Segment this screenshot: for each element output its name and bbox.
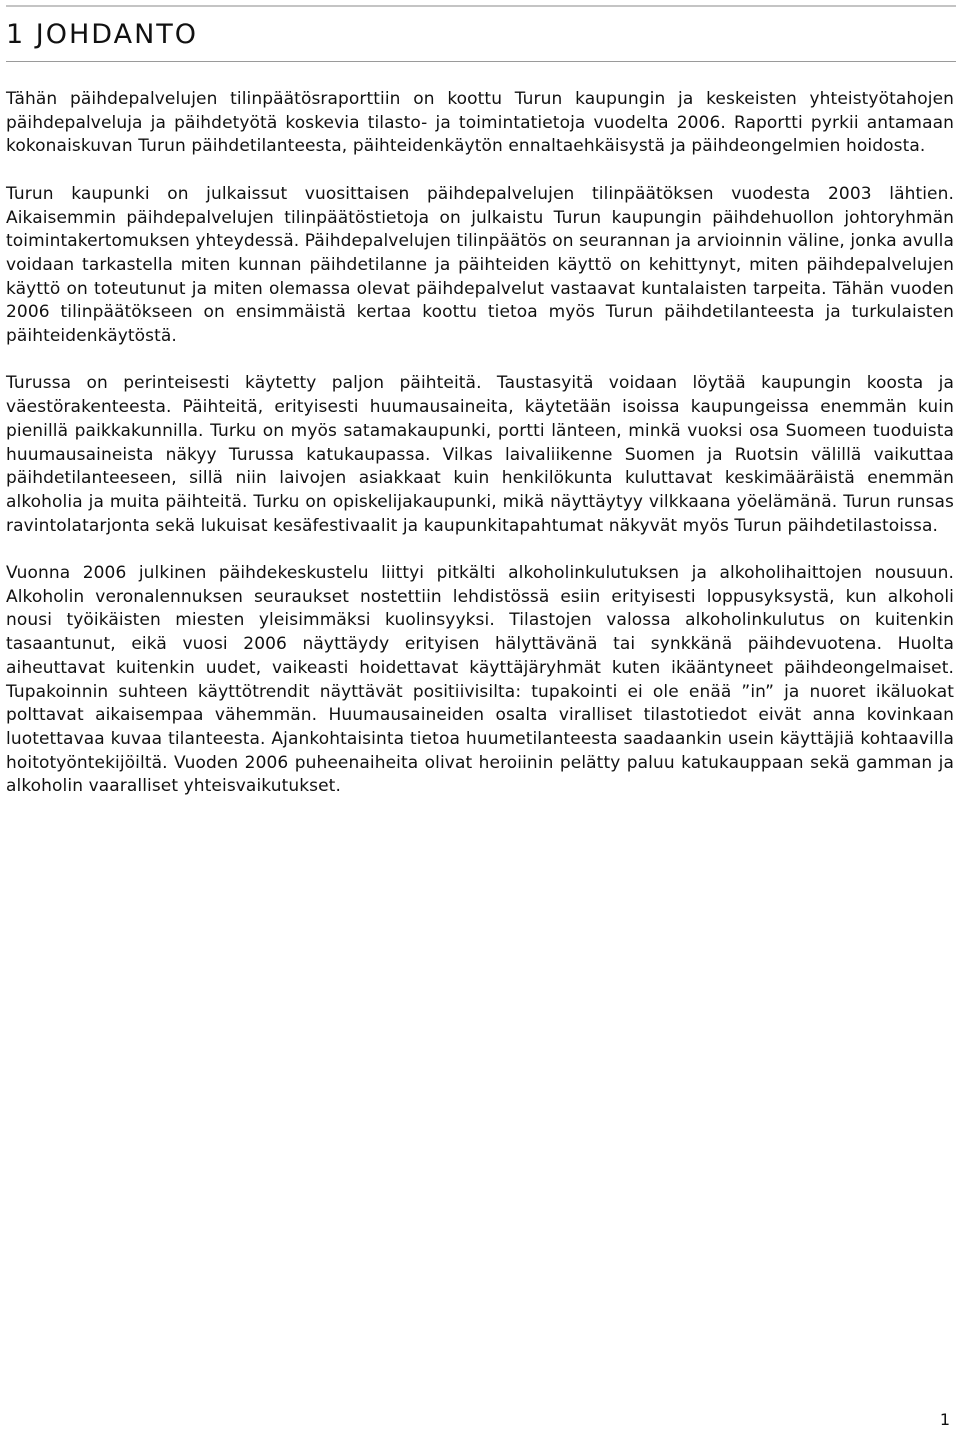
paragraph-background: Turussa on perinteisesti käytetty paljon päihteitä. Taustasyitä voidaan löytää kaupungin koosta ja väestörakenteesta. Päihteitä, erityisesti huumausaineita, käytetään isoissa kaupungeissa enemmän kuin pienillä paikkakunnilla. Turku on myös satamakaupunki, portti länteen, minkä vuoksi osa Suomeen tuoduista huumausaineista näkyy Turussa katukaupassa. Vilkas laivaliikenne Suomen ja Ruotsin välillä vaikuttaa päihdetilanteeseen, sillä niin laivojen asiakkaat kuin henkilökunta kuluttavat keskimääräistä enemmän alkoholia ja muita päihteitä. Turku on opiskelijakaupunki, mikä näyttäytyy vilkkaana yöelämänä. Turun runsas ravintolatarjonta sekä lukuisat kesäfestivaalit ja kaupunkitapahtumat näkyvät myös Turun päihdetilastoissa. [6, 373, 954, 536]
page-number: 1 [939, 1410, 950, 1429]
paragraph-2006-discussion: Vuonna 2006 julkinen päihdekeskustelu liittyi pitkälti alkoholinkulutuksen ja alkoholihaittojen nousuun. Alkoholin veronalennuksen seuraukset nostettiin lehdistössä esiin erityisesti loppusyksystä, kun alkoholi nousi työikäisten miesten yleisimmäksi kuolinsyyksi. Tilastojen valossa alkoholinkulutus on kuitenkin tasaantunut, eikä vuosi 2006 näyttäydy erityisen hälyttävänä tai synkkänä päihdevuotena. Huolta aiheuttavat kuitenkin uudet, vaikeasti hoidettavat käyttäjäryhmät kuten ikääntyneet päihdeongelmaiset. Tupakoinnin suhteen käyttötrendit näyttävät positiivisilta: tupakointi ei ole enää ”in” ja nuoret ikäluokat polttavat aikaisempaa vähemmän. Huumausaineiden osalta viralliset tilastotiedot eivät anna kovinkaan luotettavaa kuvaa tilanteesta. Ajankohtaisinta tietoa huumetilanteesta saadaankin usein käyttäjiä kohtaavilla hoitotyöntekijöiltä. Vuoden 2006 puheenaiheita olivat heroiinin pelätty paluu katukauppaan sekä gamman ja alkoholin vaaralliset yhteisvaikutukset. [6, 563, 954, 797]
top-rule [6, 5, 956, 7]
chapter-heading: 1 JOHDANTO [6, 19, 199, 50]
paragraph-history: Turun kaupunki on julkaissut vuosittaisen päihdepalvelujen tilinpäätöksen vuodesta 2003 lähtien. Aikaisemmin päihdepalvelujen tilinpäätöstietoja on julkaistu Turun kaupungin päihdehuollon johtoryhmän toimintakertomuksen yhteydessä. Päihdepalvelujen tilinpäätös on seurannan ja arvioinnin väline, jonka avulla voidaan tarkastella miten kunnan päihdetilanne ja päihteiden käyttö on kehittynyt, miten päihdepalvelujen käyttö on toteutunut ja miten olemassa olevat päihdepalvelut vastaavat kuntalaisten tarpeita. Tähän vuoden 2006 tilinpäätökseen on ensimmäistä kertaa koottu tietoa myös Turun päihdetilanteesta ja turkulaisten päihteidenkäytöstä. [6, 183, 954, 347]
paragraph-intro: Tähän päihdepalvelujen tilinpäätösraporttiin on koottu Turun kaupungin ja keskeisten yhteistyötahojen päihdepalveluja ja päihdetyötä koskevia tilasto- ja toimintatietoja vuodelta 2006. Raportti pyrkii antamaan kokonaiskuvan Turun päihdetilanteesta, päihteidenkäytön ennaltaehkäisystä ja päihdeongelmien hoidosta. [6, 89, 954, 157]
heading-rule [6, 61, 956, 62]
body-text [6, 88, 954, 823]
